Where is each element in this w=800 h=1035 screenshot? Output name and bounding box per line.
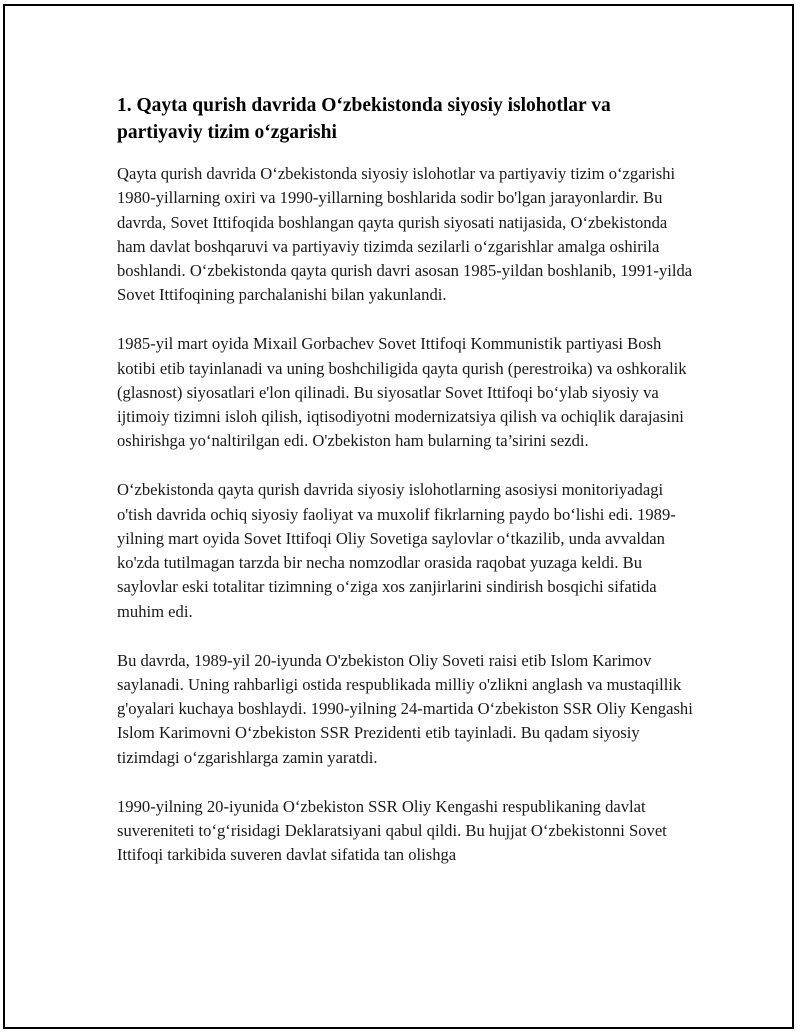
document-body bbox=[117, 92, 697, 892]
paragraph-5: 1990-yilning 20-iyunida O‘zbekiston SSR Oliy Kengashi respublikaning davlat suvereniteti to‘g‘risidagi Deklaratsiyani qabul qildi. Bu hujjat O‘zbekistonni Sovet Ittifoqi tarkibida suveren davlat sifatida tan olishga bbox=[117, 796, 667, 865]
paragraph-4: Bu davrda, 1989-yil 20-iyunda O'zbekiston Oliy Soveti raisi etib Islom Karimov saylanadi. Uning rahbarligi ostida respublikada milliy o'zlikni anglash va mustaqillik g'oyalari kuchaya boshlaydi. 1990-yilning 24-martida O‘zbekiston SSR Oliy Kengashi Islom Karimovni O‘zbekiston SSR Prezidenti etib tayinladi. Bu qadam siyosiy tizimdagi o‘zgarishlarga zamin yaratdi. bbox=[117, 650, 693, 767]
paragraph-3: O‘zbekistonda qayta qurish davrida siyosiy islohotlarning asosiysi monitoriyadagi o'tish davrida ochiq siyosiy faoliyat va muxolif fikrlarning paydo bo‘lishi edi. 1989-yilning mart oyida Sovet Ittifoqi Oliy Sovetiga saylovlar o‘tkazilib, unda avvaldan ko'zda tutilmagan tarzda bir necha nomzodlar orasida raqobat yuzaga keldi. Bu saylovlar eski totalitar tizimning o‘ziga xos zanjirlarini sindirish bosqichi sifatida muhim edi. bbox=[117, 480, 676, 621]
paragraph-2: 1985-yil mart oyida Mixail Gorbachev Sovet Ittifoqi Kommunistik partiyasi Bosh kotibi etib tayinlanadi va uning boshchiligida qayta qurish (perestroika) va oshkoralik (glasnost) siyosatlari e'lon qilinadi. Bu siyosatlar Sovet Ittifoqi bo‘ylab siyosiy va ijtimoiy tizimni isloh qilish, iqtisodiyotni modernizatsiya qilish va ochiqlik darajasini oshirishga yo‘naltirilgan edi. O'zbekiston ham bularning ta’sirini sezdi. bbox=[117, 334, 687, 451]
paragraph-1: Qayta qurish davrida O‘zbekistonda siyosiy islohotlar va partiyaviy tizim o‘zgarishi 1980-yillarning oxiri va 1990-yillarning boshlarida sodir bo'lgan jarayonlardir. Bu davrda, Sovet Ittifoqida boshlangan qayta qurish siyosati natijasida, O‘zbekistonda ham davlat boshqaruvi va partiyaviy tizimda sezilarli o‘zgarishlar amalga oshirila boshlandi. O‘zbekistonda qayta qurish davri asosan 1985-yildan boshlanib, 1991-yilda Sovet Ittifoqining parchalanishi bilan yakunlandi. bbox=[117, 164, 693, 305]
section-heading: 1. Qayta qurish davrida O‘zbekistonda siyosiy islohotlar va partiyaviy tizim o‘zgarishi bbox=[117, 95, 611, 143]
